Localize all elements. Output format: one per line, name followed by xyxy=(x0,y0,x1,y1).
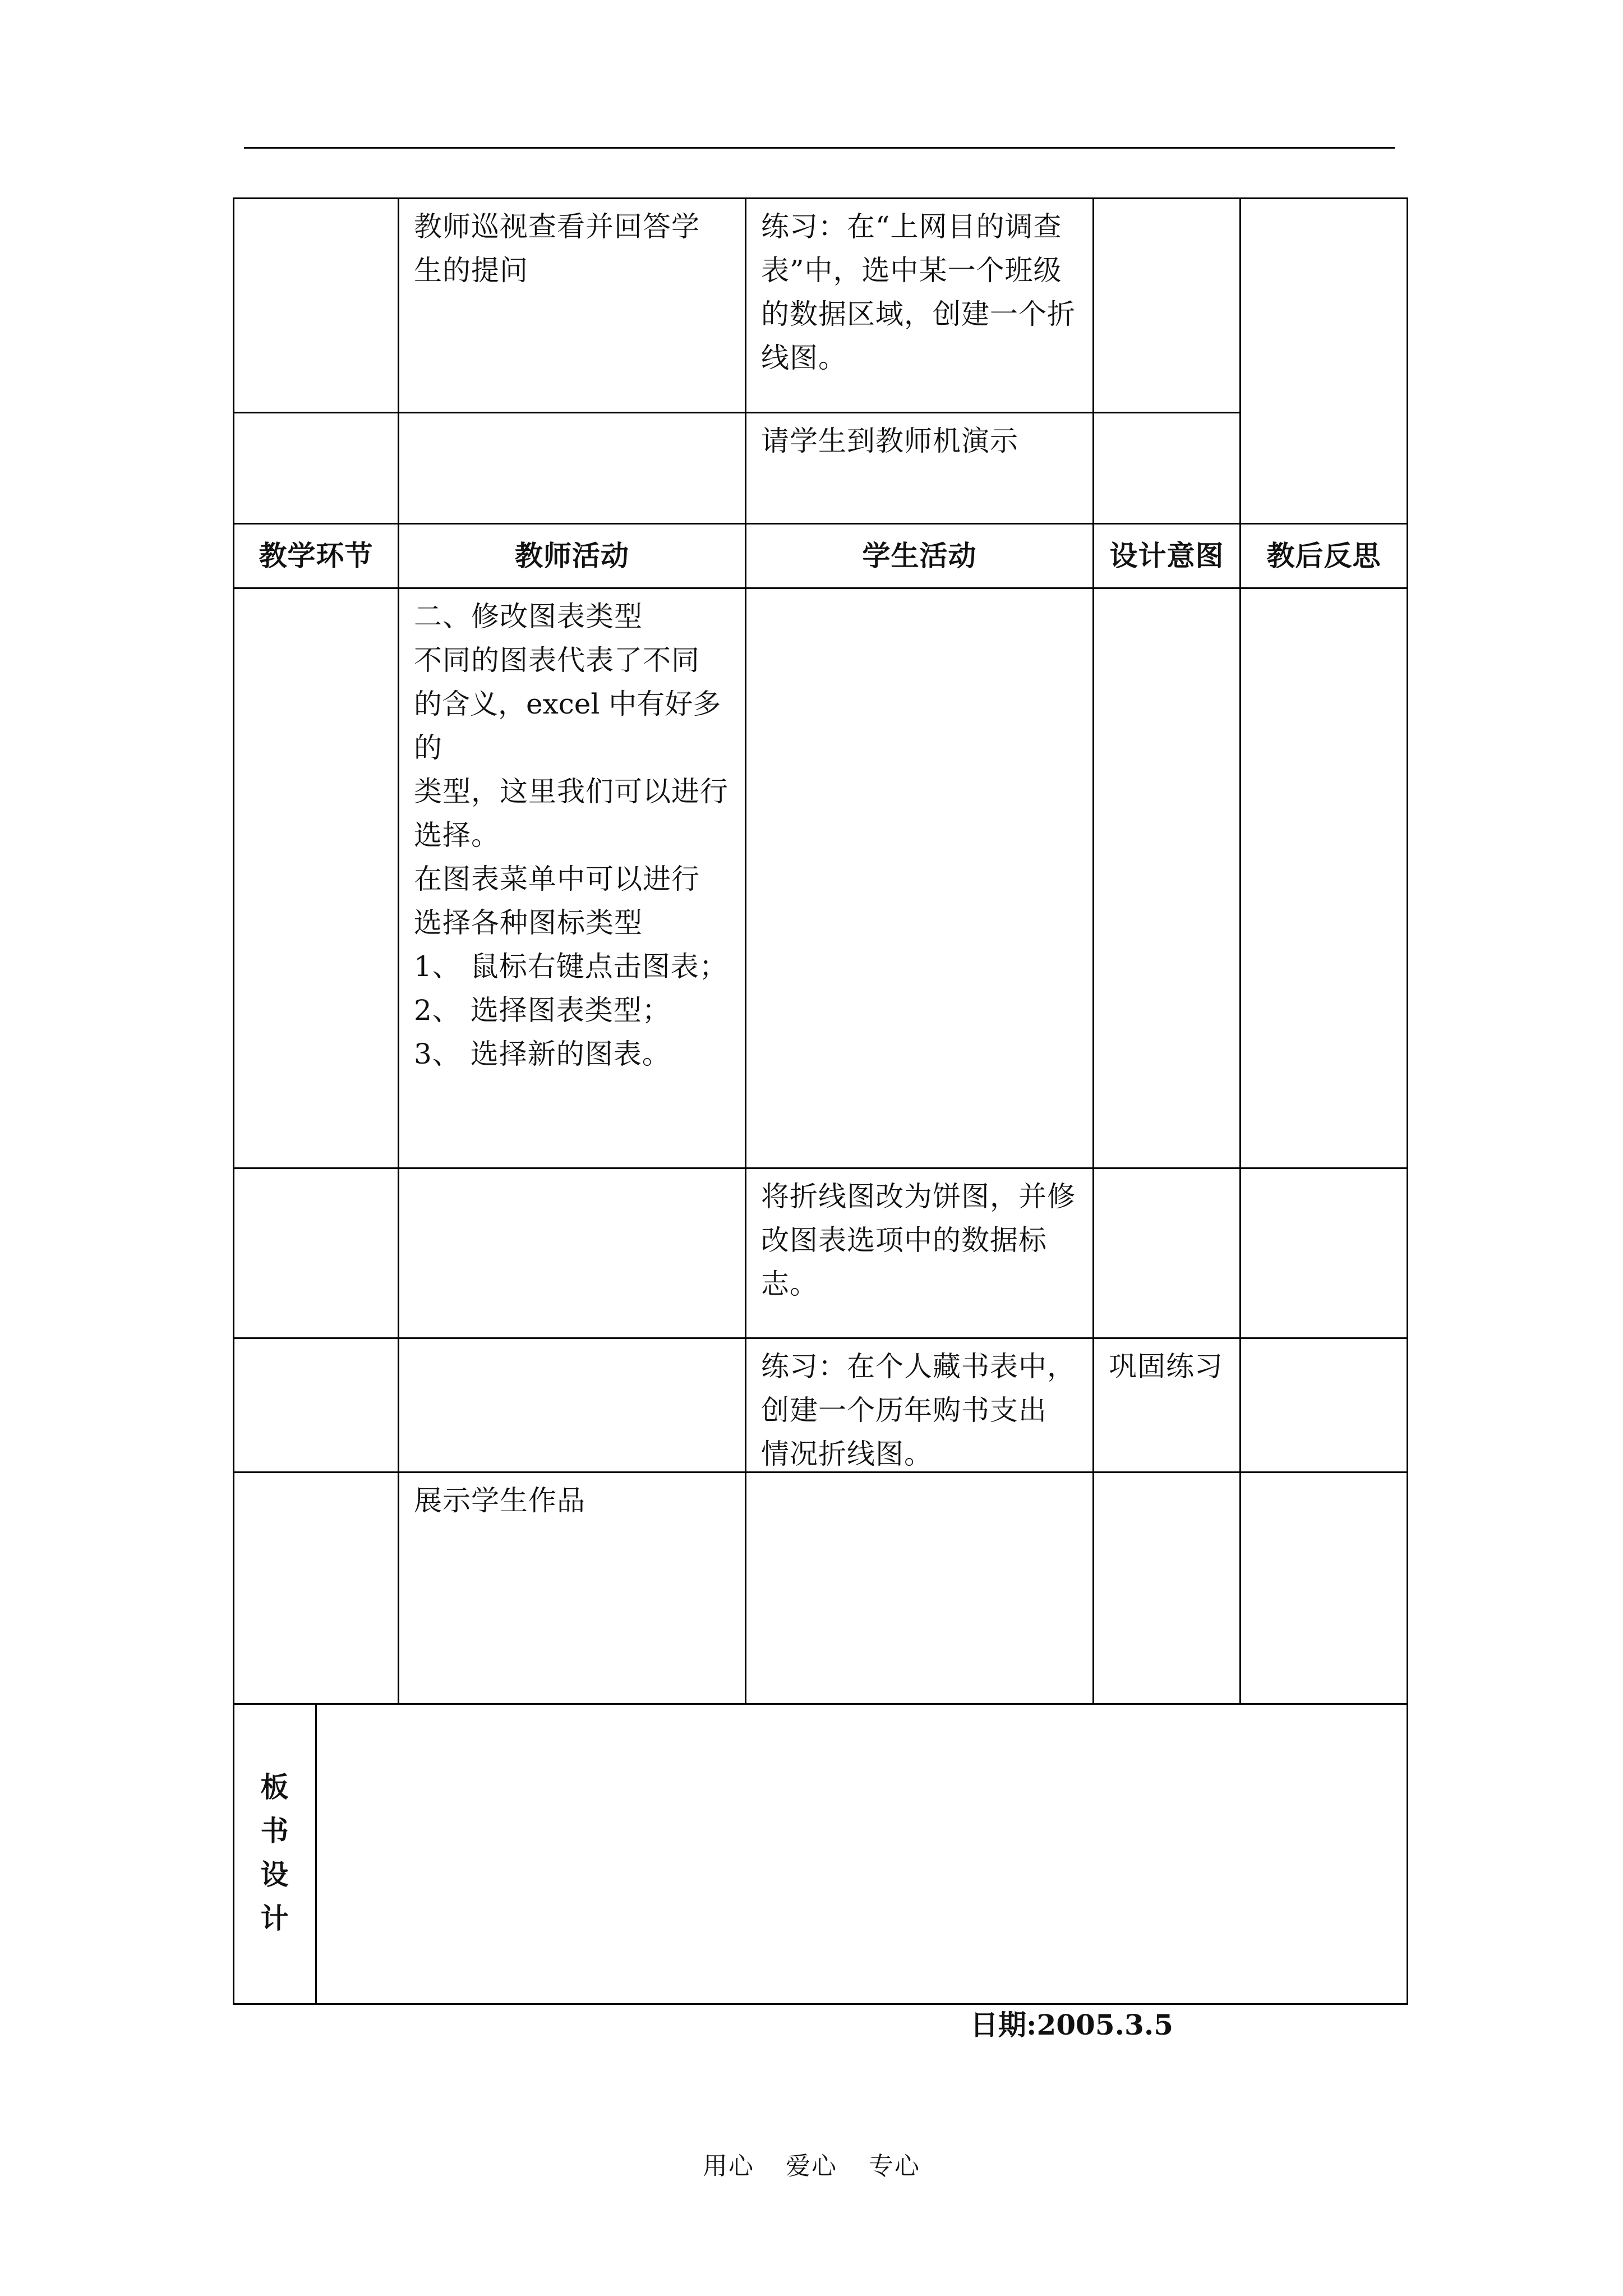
footer-word: 专心 xyxy=(869,2152,920,2180)
top-row1-design-cell xyxy=(1092,197,1241,413)
r4-teacher-text: 展示学生作品 xyxy=(414,1484,585,1517)
top-row1-student-cell xyxy=(745,197,1094,413)
top-row1-teacher-cell xyxy=(398,197,746,413)
top-row1-student-line: 表”中，选中某一个班级 xyxy=(761,254,1062,287)
r4-student-cell xyxy=(745,1471,1094,1705)
r4-design-cell xyxy=(1092,1471,1241,1705)
r1-teacher-line: 选择各种图标类型 xyxy=(414,907,643,939)
top-row2-stage-cell xyxy=(233,412,399,524)
r2-student-line: 改图表选项中的数据标 xyxy=(761,1224,1047,1257)
r1-teacher-line: 不同的图表代表了不同 xyxy=(414,644,700,677)
r2-design-cell xyxy=(1092,1167,1241,1339)
header-teacher: 教师活动 xyxy=(398,523,746,589)
r1-teacher-cell xyxy=(398,587,746,1169)
r1-teacher-line: 1、 鼠标右键点击图表； xyxy=(414,950,728,983)
top-row1-student-line: 线图。 xyxy=(761,342,847,374)
board-label-char: 设 xyxy=(260,1858,289,1891)
r1-teacher-line: 2、 选择图表类型； xyxy=(414,994,671,1027)
r2-teacher-cell xyxy=(398,1167,746,1339)
r3-student-line: 创建一个历年购书支出 xyxy=(761,1394,1047,1427)
top-row2-student-cell xyxy=(745,412,1094,524)
board-design-label-cell xyxy=(233,1703,317,2005)
page-footer xyxy=(0,2146,1623,2182)
r1-design-cell xyxy=(1092,587,1241,1169)
board-design-content-cell xyxy=(315,1703,1408,2005)
r1-teacher-line: 类型，这里我们可以进行 xyxy=(414,775,728,808)
header-stage: 教学环节 xyxy=(233,523,399,589)
r1-teacher-line: 3、 选择新的图表。 xyxy=(414,1038,671,1070)
r2-student-line: 将折线图改为饼图，并修 xyxy=(761,1180,1076,1213)
r3-stage-cell xyxy=(233,1337,399,1473)
header-student: 学生活动 xyxy=(745,523,1094,589)
footer-word: 爱心 xyxy=(786,2152,837,2180)
r3-design-cell xyxy=(1092,1337,1241,1473)
top-row1-student-line: 练习：在“上网目的调查 xyxy=(761,210,1062,243)
top-row1-student-line: 的数据区域，创建一个折 xyxy=(761,298,1076,330)
r3-student-cell xyxy=(745,1337,1094,1473)
top-row1-teacher-line: 生的提问 xyxy=(414,254,528,287)
board-label-char: 板 xyxy=(260,1771,289,1803)
header-rule xyxy=(244,147,1395,149)
r1-teacher-line: 选择。 xyxy=(414,819,500,852)
r4-reflection-cell xyxy=(1239,1471,1408,1705)
r1-teacher-line: 在图表菜单中可以进行 xyxy=(414,863,700,895)
top-row1-stage-cell xyxy=(233,197,399,413)
board-label-char: 计 xyxy=(260,1902,289,1935)
top-row1-teacher-line: 教师巡视查看并回答学 xyxy=(414,210,700,243)
r4-stage-cell xyxy=(233,1471,399,1705)
r1-teacher-line: 二、修改图表类型 xyxy=(414,600,643,633)
r1-teacher-line: 的含义，excel 中有好多的 xyxy=(414,688,721,764)
r2-student-line: 志。 xyxy=(761,1268,818,1300)
r2-reflection-cell xyxy=(1239,1167,1408,1339)
r4-teacher-cell xyxy=(398,1471,746,1705)
top-row2-design-cell xyxy=(1092,412,1241,524)
top-row2-student-line: 请学生到教师机演示 xyxy=(761,425,1018,457)
header-design: 设计意图 xyxy=(1092,523,1241,589)
r3-design-text: 巩固练习 xyxy=(1109,1350,1223,1383)
top-row2-teacher-cell xyxy=(398,412,746,524)
board-label-char: 书 xyxy=(260,1815,289,1847)
r1-stage-cell xyxy=(233,587,399,1169)
lesson-date: 日期:2005.3.5 xyxy=(970,2008,1174,2041)
r3-reflection-cell xyxy=(1239,1337,1408,1473)
r1-student-cell xyxy=(745,587,1094,1169)
r1-reflection-cell xyxy=(1239,587,1408,1169)
r3-student-line: 练习：在个人藏书表中， xyxy=(761,1350,1076,1383)
r2-stage-cell xyxy=(233,1167,399,1339)
r3-teacher-cell xyxy=(398,1337,746,1473)
header-reflection: 教后反思 xyxy=(1239,523,1408,589)
footer-word: 用心 xyxy=(703,2152,754,2180)
r3-student-line: 情况折线图。 xyxy=(761,1438,933,1470)
r2-student-cell xyxy=(745,1167,1094,1339)
top-reflection-merged-cell xyxy=(1239,197,1408,524)
